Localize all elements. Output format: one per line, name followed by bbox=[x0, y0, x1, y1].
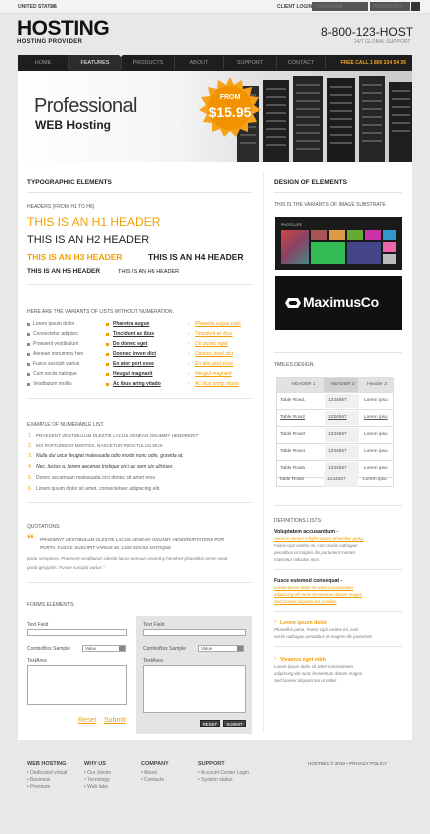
divider bbox=[27, 284, 252, 285]
tollfree-number: FREE CALL 1 800 234 54 36 bbox=[340, 60, 406, 66]
h6-sample: THIS IS AN H6 HEADER bbox=[118, 269, 180, 275]
quote-line: PRAESENT VESTIBULUM OLESTIE LACUS AENEAN ONUAMY HENDRERITATERS POR bbox=[40, 537, 225, 542]
quote-line: porta gergorits. Fusce suscipit varius " bbox=[27, 565, 105, 570]
combobox-select[interactable] bbox=[82, 645, 126, 652]
brand-logo-icon bbox=[285, 295, 301, 311]
arrow-icon: › bbox=[188, 331, 190, 337]
list-number: 4. bbox=[28, 464, 33, 470]
footer bbox=[18, 756, 412, 796]
table-cell: Lorem ipsu bbox=[364, 398, 388, 403]
forms-label: FORMS ELEMENTS: bbox=[27, 602, 75, 608]
quote-line: portu sesquiren. Praesent vestibulum olestie lacus aenean onummy hendrert phasellus rerne meat bbox=[27, 556, 228, 561]
list-number: 6. bbox=[28, 486, 33, 492]
bullet-icon bbox=[27, 323, 30, 326]
footer-col-title: WHY US bbox=[84, 761, 106, 767]
tables-label: TABLES DESIGN: bbox=[274, 362, 315, 368]
brand-name: MaximusCo bbox=[303, 294, 379, 310]
bullet-icon bbox=[106, 353, 109, 356]
h1-sample: THIS IS AN H1 HEADER bbox=[27, 215, 161, 229]
textarea-label: TextArea bbox=[27, 658, 47, 664]
definition-line[interactable]: Aenean nonum mhght mauris phasellus porta. bbox=[274, 536, 364, 541]
data-table bbox=[276, 377, 394, 487]
client-login-label: CLIENT LOGIN bbox=[277, 4, 313, 10]
list-link[interactable]: Doonec invel dict bbox=[195, 351, 234, 357]
lists-label: HERE ARE THE VARIANTS OF LISTS WITHOUT NUMERATION. bbox=[27, 309, 174, 315]
divider bbox=[27, 192, 252, 193]
table-header-cell: HEADER 2 bbox=[324, 378, 358, 392]
table-cell: Table Row6 bbox=[279, 477, 305, 482]
chevron-down-icon bbox=[119, 646, 125, 651]
list-link[interactable]: Ac ibus aring vitado bbox=[195, 381, 239, 387]
bullet-icon bbox=[27, 343, 30, 346]
nav-item-features[interactable]: FEATURES bbox=[69, 55, 121, 71]
combobox-value: Value bbox=[201, 646, 213, 651]
headers-label: HEADERS (FROM H1 TO H6) bbox=[27, 204, 95, 210]
password-input[interactable] bbox=[370, 2, 410, 11]
divider bbox=[274, 611, 402, 612]
divider bbox=[274, 646, 402, 647]
logo[interactable]: HOSTING bbox=[17, 17, 110, 40]
list-link[interactable]: Ac ibus aring vitado bbox=[113, 381, 161, 387]
numbered-list-label: EXAMPLE OF NUMERABLE LIST. bbox=[27, 422, 105, 428]
nav-divider bbox=[325, 57, 326, 69]
list-item: Aenean nonummy hen bbox=[33, 351, 84, 357]
footer-link[interactable]: • Our clients bbox=[84, 770, 112, 776]
table-cell-link[interactable]: 1234567 bbox=[325, 411, 359, 425]
table-cell: Lorem ipsu bbox=[363, 477, 387, 482]
textarea-input[interactable] bbox=[143, 665, 246, 713]
footer-link[interactable]: • Dedicated virtual bbox=[27, 770, 68, 776]
numbered-item: Nulla dui usce feugiat malesuada odio morbi nunc odio, gravida at, bbox=[36, 453, 184, 459]
table-cell: Table Row3 bbox=[280, 432, 306, 437]
footer-link[interactable]: • Premium bbox=[27, 784, 51, 790]
country-dropdown-icon[interactable] bbox=[52, 5, 56, 8]
list-number: 1. bbox=[28, 433, 33, 439]
photo-thumbnail bbox=[347, 242, 381, 264]
arrow-icon: › bbox=[274, 619, 276, 625]
photo-thumbnail bbox=[329, 230, 345, 240]
list-item: Fusce suscipit varius bbox=[33, 361, 80, 367]
list-link[interactable]: Doonec inven dict bbox=[113, 351, 157, 357]
nav-item-home[interactable]: HOME bbox=[34, 60, 52, 66]
arrow-icon: › bbox=[188, 341, 190, 347]
list-link[interactable]: Tincidunt ac ibus bbox=[113, 331, 155, 337]
quotations-label: QUOTATIONS: bbox=[27, 524, 61, 530]
list-link[interactable]: Tincidunt ac ibus bbox=[195, 331, 233, 337]
h3-sample: THIS IS AN H3 HEADER bbox=[27, 252, 123, 262]
bullet-icon bbox=[106, 373, 109, 376]
column-divider bbox=[263, 172, 264, 732]
table-cell: Lorem ipsu bbox=[364, 432, 388, 437]
form-b bbox=[136, 616, 252, 734]
reset-button[interactable]: RESET bbox=[200, 720, 220, 727]
section-title-typography: TYPOGRAPHIC ELEMENTS bbox=[27, 179, 112, 186]
photo-thumbnail bbox=[383, 254, 396, 264]
footer-col-title: WEB HOSTING bbox=[27, 761, 67, 767]
substrate-label: THIS IS THE VARIANTS OF IMAGE SUBSTRATE bbox=[274, 202, 386, 208]
photo-thumbnail bbox=[383, 242, 396, 252]
photo-thumbnail bbox=[383, 230, 396, 240]
copyright-text[interactable]: HOSTING © 2010 • PRIVACY POLICY bbox=[308, 761, 388, 766]
divider bbox=[27, 398, 252, 399]
active-tab-indicator bbox=[118, 54, 124, 57]
divider bbox=[274, 505, 402, 506]
definition-line[interactable]: Lorem ipsum dolor sit amet consectetuer bbox=[274, 585, 354, 590]
nav-item-contact[interactable]: CONTACT bbox=[287, 60, 315, 66]
bullet-icon bbox=[27, 333, 30, 336]
definition-line: Sed laoreet aliquam leo ut tellus bbox=[274, 678, 337, 683]
footer-link[interactable]: • Contacts bbox=[141, 777, 164, 783]
divider bbox=[27, 502, 252, 503]
list-link[interactable]: Heugul magnarit bbox=[113, 371, 153, 377]
phone-number: 8-800-123-HOST bbox=[321, 25, 414, 39]
list-number: 3. bbox=[28, 453, 33, 459]
h2-sample: THIS IS AN H2 HEADER bbox=[27, 234, 150, 246]
list-item: Cum sociis natoque bbox=[33, 371, 77, 377]
arrow-icon: › bbox=[188, 321, 190, 327]
photo-label: PHOTO-LIFE bbox=[281, 223, 302, 227]
divider bbox=[274, 352, 402, 353]
definition-title: Lorem ipsum dolor bbox=[280, 620, 327, 626]
list-item: Lorem ipsum dolor bbox=[33, 321, 75, 327]
bullet-icon bbox=[27, 383, 30, 386]
section-title-design: DESIGN OF ELEMENTS bbox=[274, 179, 347, 186]
footer-link[interactable]: • Tecnology bbox=[84, 777, 110, 783]
main-nav bbox=[18, 55, 412, 71]
photo-substrate-image[interactable] bbox=[275, 217, 402, 270]
definition-line: sociis nathague penatibus et magnis dis parturient. bbox=[274, 634, 373, 639]
brand-substrate-image[interactable] bbox=[275, 276, 402, 330]
country-selector[interactable]: UNITED STATES bbox=[18, 4, 57, 10]
list-link[interactable]: Do donec eget bbox=[113, 341, 148, 347]
phone-subtitle: 24/7 GLOBAL SUPPORT bbox=[354, 39, 411, 45]
text-field-input[interactable] bbox=[27, 629, 127, 636]
list-link[interactable]: Pharetra augue bbox=[113, 321, 150, 327]
price-from-label: FROM bbox=[219, 94, 241, 101]
row-divider bbox=[277, 392, 393, 393]
definition-line[interactable]: Sed laoreet aliquam leo ut tellus bbox=[274, 599, 337, 604]
table-cell: Table Row1 bbox=[280, 398, 306, 403]
arrow-icon: › bbox=[274, 656, 276, 662]
list-link[interactable]: Pharetra augue colis bbox=[195, 321, 241, 327]
list-link[interactable]: Do donec eget bbox=[195, 341, 228, 347]
username-input[interactable] bbox=[312, 2, 368, 11]
table-cell: 1234567 bbox=[325, 394, 359, 408]
definition-line: Phasellus porta. Fusce cipit varites mi, cum bbox=[274, 627, 359, 632]
arrow-icon: › bbox=[188, 371, 190, 377]
row-divider bbox=[277, 426, 393, 427]
definition-line[interactable]: adipiscing elit nunc fermentum dictum magna bbox=[274, 592, 363, 597]
textarea-label: TextArea bbox=[143, 658, 163, 664]
photo-thumbnail bbox=[311, 242, 345, 264]
price-value: $15.95 bbox=[208, 104, 252, 120]
definition-line: penatibus et magnis dis parturient montes bbox=[274, 550, 356, 555]
definition-line: Lorem ipsum dolor sit amet consectetuer bbox=[274, 664, 354, 669]
table-cell-link[interactable]: Table Row2 bbox=[280, 415, 306, 420]
list-link[interactable]: En ator port esse bbox=[113, 361, 154, 367]
photo-thumbnail bbox=[281, 230, 309, 264]
table-cell: Table Row4 bbox=[280, 449, 306, 454]
bullet-icon bbox=[106, 383, 109, 386]
bullet-icon bbox=[106, 323, 109, 326]
h4-sample: THIS IS AN H4 HEADER bbox=[148, 252, 244, 262]
table-cell: Table Row5 bbox=[280, 466, 306, 471]
footer-link[interactable]: • About bbox=[141, 770, 157, 776]
textarea-input[interactable] bbox=[27, 665, 127, 705]
divider bbox=[274, 192, 402, 193]
footer-col-title: SUPPORT bbox=[198, 761, 225, 767]
list-number: 2. bbox=[28, 443, 33, 449]
table-cell: 1234567 bbox=[325, 428, 359, 442]
definition-line: Fusce cipit varites mi, cum sociis nathague bbox=[274, 543, 358, 548]
hero-banner bbox=[18, 71, 412, 162]
row-divider bbox=[277, 460, 393, 461]
footer-link[interactable]: • Business bbox=[27, 777, 51, 783]
footer-col-title: COMPANY bbox=[141, 761, 169, 767]
arrow-icon: › bbox=[188, 381, 190, 387]
table-header-cell: HEADER 1 bbox=[291, 382, 316, 387]
price-badge[interactable] bbox=[199, 77, 261, 139]
logo-subtitle: HOSTING PROVIDER bbox=[17, 39, 83, 45]
arrow-icon: › bbox=[188, 361, 190, 367]
arrow-icon: › bbox=[188, 351, 190, 357]
bullet-icon bbox=[106, 343, 109, 346]
nav-item-products[interactable]: PRODUCTS bbox=[132, 60, 164, 66]
bullet-icon bbox=[106, 333, 109, 336]
table-cell: 1234567 bbox=[325, 445, 359, 459]
photo-thumbnail bbox=[347, 230, 363, 240]
nav-item-about[interactable]: ABOUT bbox=[189, 60, 209, 66]
table-header-cell: Header 3 bbox=[367, 382, 387, 387]
banner-subtitle: WEB Hosting bbox=[35, 118, 111, 132]
submit-link[interactable]: Submit bbox=[104, 717, 126, 724]
main-content bbox=[18, 162, 412, 740]
list-link[interactable]: En ator port esse bbox=[195, 361, 234, 367]
definition-title: Vivamus eget nibh bbox=[280, 657, 326, 663]
numbered-item: EIS PARTURIENT MONTES, NASCETUR RIDICTULUS MUS bbox=[36, 443, 163, 448]
login-go-button[interactable] bbox=[411, 2, 420, 11]
banner-title: Professional bbox=[34, 95, 137, 117]
footer-link[interactable]: • Web labs bbox=[84, 784, 108, 790]
h5-sample: THIS IS AN H5 HEADER bbox=[27, 268, 101, 275]
table-cell-link[interactable]: Lorem ipsu bbox=[364, 415, 388, 420]
list-item: Vestibulum mollis bbox=[33, 381, 72, 387]
bullet-icon bbox=[27, 363, 30, 366]
reset-link[interactable]: Reset bbox=[78, 717, 97, 724]
nav-item-support[interactable]: SUPPORT bbox=[236, 60, 264, 66]
combobox-label: ComboBox Sample bbox=[143, 646, 187, 652]
footer-link[interactable]: • System status bbox=[198, 777, 233, 783]
quote-line: PORTA. FUSCE SUSCIPIT VARIUS MI. CUM SOCIIS NATOQUE bbox=[40, 545, 172, 550]
combobox-select[interactable] bbox=[198, 645, 244, 652]
row-divider bbox=[277, 443, 393, 444]
numbered-item: Donec accumsan malesuada orci donec sit amet eros bbox=[36, 475, 155, 481]
definition-line: mascetur ridiculus mus. bbox=[274, 557, 321, 562]
top-bar bbox=[0, 0, 430, 14]
table-cell: Lorem ipsu bbox=[364, 466, 388, 471]
text-field-input[interactable] bbox=[143, 629, 246, 636]
numbered-item: PRAESENT VESTIBULUM DLESTIE LACUS AENEAN ONUMMY HENDRERIT bbox=[36, 433, 199, 438]
bullet-icon bbox=[106, 363, 109, 366]
submit-button[interactable]: SUBMIT bbox=[223, 720, 246, 727]
photo-thumbnail bbox=[311, 230, 327, 240]
list-item: Praesent vestibulum bbox=[33, 341, 79, 347]
definitions-label: DEFINITIONS LISTS: bbox=[274, 518, 323, 524]
row-divider bbox=[277, 409, 393, 410]
divider bbox=[274, 569, 402, 570]
list-link[interactable]: Heugul magnarit bbox=[195, 371, 232, 377]
table-cell: 1234567 bbox=[325, 462, 359, 476]
combobox-value: Value bbox=[85, 646, 97, 651]
list-number: 5. bbox=[28, 475, 33, 481]
list-item: Consectetur adipisic bbox=[33, 331, 79, 337]
numbered-item: Nec, luctus a, lorem aecenas tristique orci ac sem uis ultricies bbox=[36, 464, 173, 470]
bullet-icon bbox=[27, 353, 30, 356]
chevron-down-icon bbox=[237, 646, 243, 651]
definition-line: adipiscing elit nunc fermentum dictum magna bbox=[274, 671, 363, 676]
footer-link[interactable]: • Account Center Login bbox=[198, 770, 249, 776]
definition-title: Fusce euismod consequat - bbox=[274, 578, 343, 584]
numbered-item: Lorem ipsum dolor sit amet, consectetuer adipiscing elit. bbox=[36, 486, 161, 492]
table-cell: Lorem ipsu bbox=[364, 449, 388, 454]
table-cell: 1234567 bbox=[324, 473, 358, 487]
text-field-label: Text Field bbox=[27, 622, 49, 628]
photo-thumbnail bbox=[365, 230, 381, 240]
combobox-label: ComboBox Sample bbox=[27, 646, 71, 652]
definition-title: Voluptatem accusantium - bbox=[274, 529, 339, 535]
quote-icon: “ bbox=[27, 532, 34, 547]
divider bbox=[27, 582, 252, 583]
text-field-label: Text Field bbox=[143, 622, 165, 628]
bullet-icon bbox=[27, 373, 30, 376]
